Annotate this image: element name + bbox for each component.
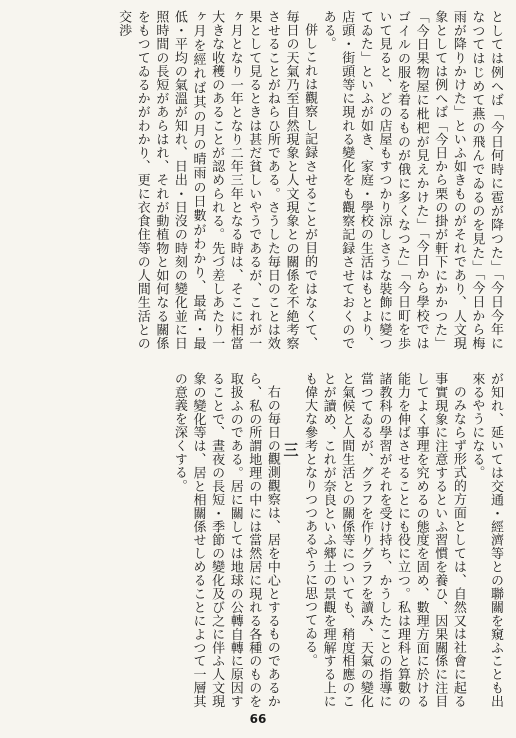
paragraph: としては例へば「今日何時に雹が降つた」「今日今年になつてはじめて燕の飛んでゐるのを見た」「今日から梅雨が降りかけた」といふ如きものがそれであり、人文現象としては例へば「今日から栗の掛が軒下にかかつた」「今日果物屋に枇杷が見えかけた」「今日から學校ではゴイルの服を着るものが俄に多くなつた」「今日町を歩いて見ると、どの店屋もすつかり涼しさうな裝飾に變つてゐた」といふが如き、家庭・學校の生活はもとより、店頭・街頭等に現れる變化をも觀察記録させておくのである。 [320, 10, 503, 350]
paragraph: のみならず形式的方面としては、自然又は社會に起る事實現象に注意するといふ習慣を養ひ、因果關係に注目してよく事理を究めるの態度を固め、數理方面に於ける能力を伸ばさせることにも役に立つ。私は理科と算數の諸教科の學習がそれを受け持ち、かうしたことの指導に當つてゐるが、グラフを作りグラフを讀み、天氣の變化と氣候と人間生活との關係等についても、稍度相應のことが讀め、これが奈良といふ郷土の景觀を理解する上にも偉大な參考となりつつあるやうに思つてゐる。 [302, 372, 466, 708]
upper-text-block [10, 10, 504, 350]
page-number: 66 [249, 712, 267, 726]
paragraph: 併しこれは觀察し記録させることが目的ではなくて、毎日の天氣乃至自然現象と人文現象との關係を不絶考察させることがねらひ所である。さうした毎日のことは效果として見るときは甚だ貧しいやうであるが、これが一ヶ月となり一年となり二年三年となる時は、そこに相當大きな收穫のあることが認められる。先づ差しあたり一ヶ月を經れば其の月の晴雨の日數がわかり、最高・最低・平均の氣溫が知れ、日出・日沒の時刻の變化並に日照時間の長短があらはれ、それが動植物と如何なる關係をもつてゐるかがわかり、更に衣食住等の人間生活との交渉 [116, 10, 318, 350]
section-heading: 三 [281, 442, 300, 458]
section-heading-line [281, 372, 300, 708]
paragraph: 右の毎日の觀測觀察は、居を中心とするものであるから、私の所謂地理の中には當然居に現れる各種のものを取扱ふのである。居に關しては地球の公轉自轉に原因することで、晝夜の長短・季節の變化及び之に伴ふ人文現象の變化等は、居と相關係せしめることによつて一層其の意義を深くする。 [171, 372, 280, 708]
paragraph: が知れ、延いては交通・經濟等との聯關を窺ふことも出來るやうになる。 [469, 372, 503, 708]
lower-text-block [10, 372, 504, 708]
